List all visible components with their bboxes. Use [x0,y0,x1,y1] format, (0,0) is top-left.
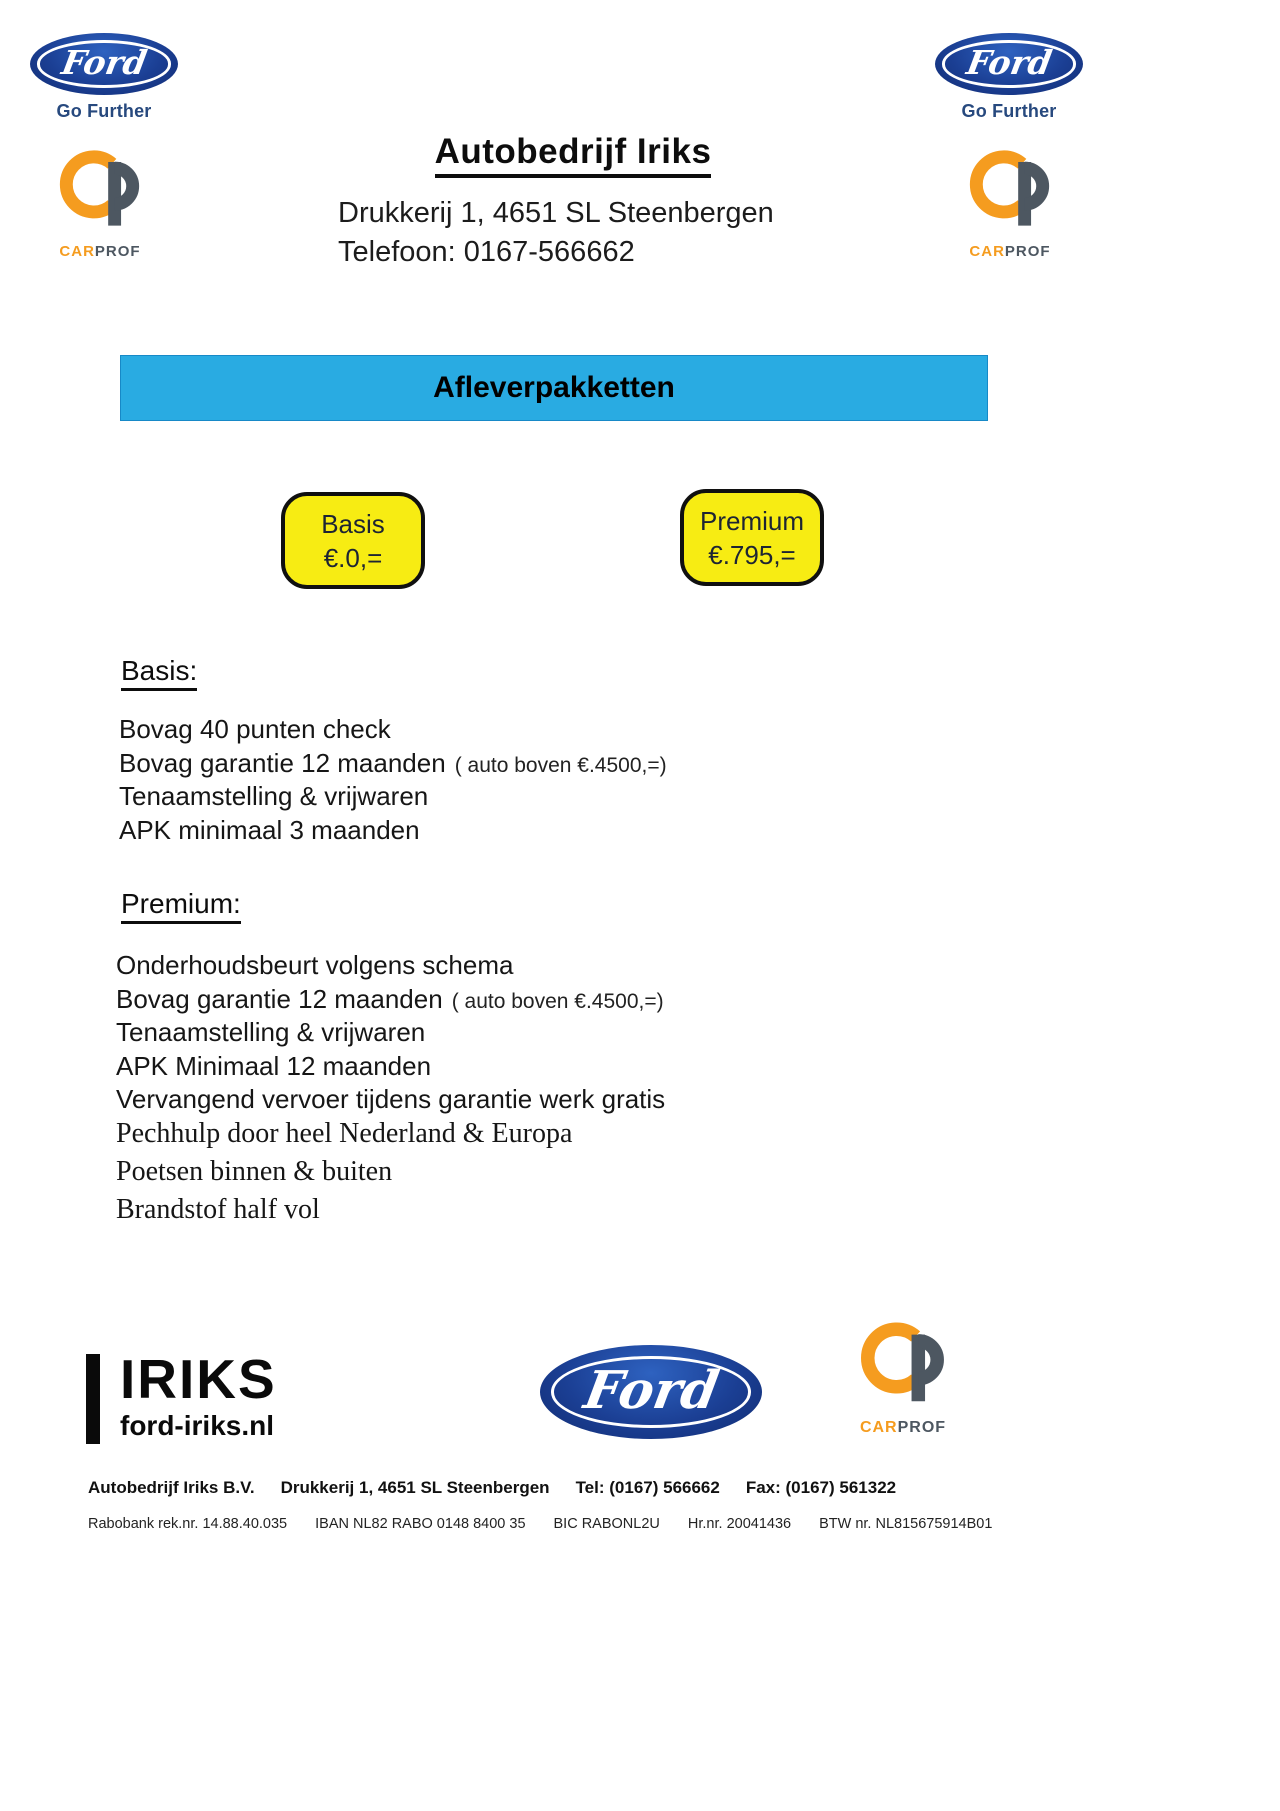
page-title: Autobedrijf Iriks [435,132,712,178]
package-name: Premium [699,505,804,536]
header-address-block [338,194,808,272]
list-item [116,1156,674,1194]
footer-tel: Tel: (0167) 566662 [575,1478,720,1497]
carprof-wordmark [848,1419,958,1437]
item-text: Onderhoudsbeurt volgens schema [116,950,514,980]
phone-line: Telefoon: 0167-566662 [338,236,635,268]
iriks-bar-icon [86,1354,100,1444]
item-text: Bovag 40 punten check [119,714,391,744]
ford-ring [942,40,1075,87]
list-item [116,1017,674,1051]
carprof-wordmark [48,243,152,260]
item-text: APK minimaal 3 maanden [119,814,420,845]
footer-iban: IBAN NL82 RABO 0148 8400 35 [315,1516,526,1532]
heading-text: Basis: [121,655,197,691]
banner-title: Afleverpakketten [433,371,675,404]
package-card-premium [680,489,824,586]
ford-tagline: Go Further [56,101,152,121]
ford-logo-block-top-left [30,33,178,122]
list-item [119,748,667,782]
header [338,132,808,272]
ford-logo-text: Ford [579,1360,723,1421]
ford-logo-text: Ford [58,43,150,82]
list-item [119,815,667,849]
footer-fax: Fax: (0167) 561322 [745,1478,897,1497]
item-text: Bovag garantie 12 maanden [116,983,443,1014]
item-text: Tenaamstelling & vrijwaren [116,1017,426,1047]
item-text: Pechhulp door heel Nederland & Europa [116,1117,573,1149]
carprof-icon [858,1322,948,1412]
item-text: Tenaamstelling & vrijwaren [119,781,429,811]
package-card-basis [281,492,425,589]
package-price: €.0,= [323,542,383,573]
basis-list [119,714,667,848]
carprof-word-car: CAR [969,243,1005,260]
item-note: ( auto boven €.4500,=) [451,989,664,1013]
iriks-logo-text: IRIKS [120,1348,277,1410]
carprof-word-prof: PROF [1004,243,1051,260]
carprof-wordmark [958,243,1062,260]
list-item [116,984,674,1018]
premium-list [116,950,674,1232]
ford-logo-text: Ford [963,43,1055,82]
list-item [119,714,667,748]
item-text: APK Minimaal 12 maanden [116,1050,432,1081]
ford-oval-icon [30,33,178,95]
iriks-website: ford-iriks.nl [120,1410,275,1441]
package-price: €.795,= [708,539,796,570]
carprof-logo-block-top-left [48,150,152,260]
address-line: Drukkerij 1, 4651 SL Steenbergen [338,197,774,229]
iriks-logo-block [86,1348,277,1444]
carprof-logo-block-top-right [958,150,1062,260]
carprof-word-prof: PROF [897,1419,947,1436]
ford-ring [551,1356,751,1427]
footer-company: Autobedrijf Iriks B.V. [88,1478,255,1497]
footer-address: Drukkerij 1, 4651 SL Steenbergen [280,1478,550,1497]
section-heading-basis [121,655,197,691]
carprof-icon [57,150,143,236]
footer-bank-account: Rabobank rek.nr. 14.88.40.035 [88,1516,288,1532]
item-text: Poetsen binnen & buiten [116,1155,393,1187]
carprof-word-car: CAR [859,1419,898,1436]
ford-logo-block-top-right [935,33,1083,122]
ford-logo-block-bottom [540,1345,762,1439]
carprof-word-prof: PROF [94,243,141,260]
list-item [116,1051,674,1085]
footer-btw: BTW nr. NL815675914B01 [819,1516,993,1532]
ford-oval-icon [540,1345,762,1439]
banner-afleverpakketten [120,355,988,421]
heading-text: Premium: [121,888,241,924]
carprof-logo-block-bottom [848,1322,958,1437]
package-name: Basis [321,508,385,539]
section-heading-premium [121,888,241,924]
footer-hrnr: Hr.nr. 20041436 [687,1516,792,1532]
item-text: Bovag garantie 12 maanden [119,747,446,778]
item-text: Vervangend vervoer tijdens garantie werk gratis [116,1084,666,1114]
list-item [119,781,667,815]
footer-bic: BIC RABONL2U [553,1516,660,1532]
list-item [116,1118,674,1156]
footer-company-line [88,1478,896,1498]
carprof-icon [967,150,1053,236]
list-item [116,1084,674,1118]
item-text: Brandstof half vol [116,1193,320,1225]
carprof-word-car: CAR [59,243,95,260]
list-item [116,1194,674,1232]
list-item [116,950,674,984]
item-note: ( auto boven €.4500,=) [454,753,667,777]
ford-oval-icon [935,33,1083,95]
footer-bank-line [88,1516,992,1532]
ford-ring [37,40,170,87]
ford-tagline: Go Further [961,101,1057,121]
